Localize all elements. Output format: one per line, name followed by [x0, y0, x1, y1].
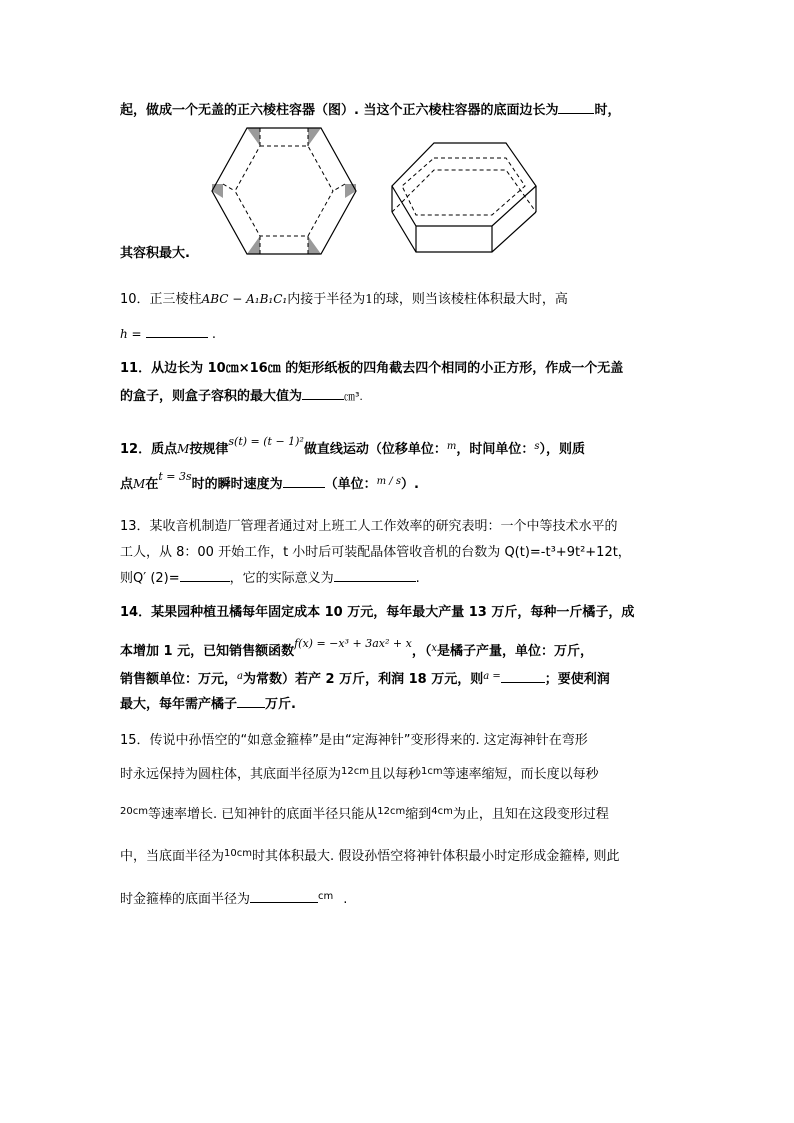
point-var: M	[133, 477, 146, 491]
radius-12: 12cm	[377, 806, 406, 817]
answer-blank-14a	[501, 669, 545, 683]
q12-text: 12．质点	[120, 442, 178, 457]
q10-text: 正三棱柱	[149, 292, 202, 307]
answer-blank-10	[146, 324, 208, 338]
unit-m: m	[446, 441, 457, 452]
question-14-line-4	[120, 694, 296, 714]
q15-text: 等速率缩短，而长度以每秒	[442, 767, 599, 782]
q12-text: ）.	[400, 477, 419, 492]
rate-20: 20cm	[120, 806, 148, 817]
answer-blank-12	[283, 474, 325, 488]
answer-blank-13a	[180, 568, 230, 582]
cut-corner-shape	[345, 184, 356, 198]
question-14-line-3	[120, 669, 610, 690]
q12-text: 点	[120, 477, 134, 492]
answer-blank-9	[558, 100, 594, 114]
answer-blank-13b	[334, 568, 416, 582]
radius-value: 1	[365, 292, 373, 306]
q12-text: 做直线运动（位移单位：	[303, 442, 447, 457]
q15-text: 等速率增长. 已知神针的底面半径只能从	[147, 807, 378, 822]
q14-text: 为常数）若产 2 万斤，利润 18 万元，则	[242, 672, 484, 687]
q13-text: ，它的实际意义为	[229, 571, 334, 586]
q14-text: 万斤.	[265, 697, 296, 712]
q15-text: 且以每秒	[368, 767, 421, 782]
q12-text: ），则质	[539, 442, 586, 457]
motion-law: s(t) = (t − 1)²	[228, 435, 304, 448]
q11-text: 的盒子，则盒子容积的最大值为	[120, 389, 303, 404]
radius-10: 10cm	[224, 848, 252, 859]
q14-text: ，（	[411, 644, 432, 659]
prism-bottom-visible	[392, 212, 536, 252]
question-11-line-1	[120, 360, 623, 378]
question-15-line-3	[120, 806, 609, 825]
question-15-line-1	[120, 732, 588, 750]
hexagonal-prism-figure	[390, 140, 540, 258]
intro-text: 起，做成一个无盖的正六棱柱容器（图）. 当这个正六棱柱容器的底面边长为	[120, 103, 559, 118]
radius-4: 4cm	[431, 806, 453, 817]
rate-1: 1cm	[421, 766, 443, 777]
q15-text: 缩到	[405, 807, 432, 822]
question-10-line-2	[120, 324, 216, 344]
question-14-line-1	[120, 604, 634, 622]
question-number: 10．	[120, 292, 150, 307]
unit-ms: m / s	[376, 476, 401, 487]
intro-text-2: 其容积最大.	[120, 246, 190, 261]
prism-top-inner	[402, 158, 525, 215]
q15-text: 中，当底面半径为	[120, 849, 225, 864]
q14-text: 最大，每年需产橘子	[120, 697, 238, 712]
q12-text: （单位：	[324, 477, 377, 492]
prism-top-face	[392, 143, 536, 226]
unit-cm: cm	[318, 891, 334, 902]
question-13-line-3	[120, 568, 420, 588]
time-value: t = 3s	[158, 470, 192, 483]
question-15-line-2	[120, 766, 599, 785]
unit-s: s	[534, 441, 540, 452]
cut-corner-shape	[212, 184, 223, 198]
fold-line	[223, 184, 235, 191]
q14-text: 销售额单位：万元，	[120, 672, 238, 687]
q14-text: 是橘子产量，单位：万斤，	[436, 644, 593, 659]
intro-text-end: 时，	[594, 103, 621, 118]
q15-text: 15．传说中孙悟空的“如意金箍棒”是由“定海神针”变形得来的. 这定海神针在弯形	[120, 733, 588, 748]
answer-blank-11	[302, 386, 344, 400]
answer-blank-15	[250, 889, 318, 903]
q14-text: ；要使利润	[544, 672, 610, 687]
hexagon-net-figure	[210, 126, 358, 256]
inner-hexagon	[235, 146, 333, 236]
question-12-line-2	[120, 470, 419, 495]
intro-line-2	[120, 245, 190, 263]
a-eq: a =	[483, 671, 501, 682]
q12-text: 在	[145, 477, 159, 492]
a-var: a	[237, 671, 243, 682]
sales-function: f(x) = −x³ + 3ax² + x	[294, 637, 412, 650]
cut-corner-shape	[247, 236, 260, 254]
q11-text: 11．从边长为 10㎝×16㎝ 的矩形纸板的四角截去四个相同的小正方形，作成一个无盖	[120, 361, 624, 376]
answer-blank-14b	[237, 694, 265, 708]
q13-text: .	[415, 571, 420, 586]
q10-text: 内接于半径为	[287, 292, 366, 307]
question-14-line-2	[120, 637, 593, 662]
prism-expression: ABC − A₁B₁C₁	[201, 292, 288, 306]
cut-corner-shape	[308, 128, 321, 146]
q13-text: 工人，从 8：00 开始工作，t 小时后可装配晶体管收音机的台数为 Q(t)=-t³+9t²+12t，	[120, 545, 631, 560]
q15-end: .	[343, 892, 348, 907]
question-12-line-1	[120, 435, 586, 460]
x-var: x	[431, 643, 437, 654]
q12-text: ，时间单位：	[456, 442, 535, 457]
cut-corner-shape	[247, 128, 260, 146]
q12-text: 按规律	[189, 442, 229, 457]
intro-line-1	[120, 100, 620, 120]
height-var: h =	[120, 327, 142, 341]
q12-text: 时的瞬时速度为	[191, 477, 283, 492]
q15-text: 时永远保持为圆柱体，其底面半径原为	[120, 767, 342, 782]
q15-text: 为止，且知在这段变形过程	[452, 807, 609, 822]
outer-hexagon	[212, 128, 356, 254]
question-15-line-4	[120, 848, 620, 867]
q10-text: 的球，则当该棱柱体积最大时，高	[372, 292, 568, 307]
q10-end: .	[211, 327, 217, 342]
fold-line	[333, 184, 345, 191]
cut-corner-shape	[308, 236, 321, 254]
q13-text: 则Q′ (2)=	[120, 571, 180, 586]
q15-text: 时其体积最大. 假设孙悟空将神针体积最小时定形成金箍棒, 则此	[251, 849, 620, 864]
q14-text: 14．某果园种植丑橘每年固定成本 10 万元，每年最大产量 13 万斤，每种一斤橘子，成	[120, 605, 635, 620]
point-var: M	[177, 442, 190, 456]
q13-text: 13．某收音机制造厂管理者通过对上班工人工作效率的研究表明：一个中等技术水平的	[120, 519, 618, 534]
question-10-line-1	[120, 290, 568, 309]
question-11-line-2	[120, 386, 363, 406]
question-15-line-5	[120, 889, 347, 910]
q15-text: 时金箍棒的底面半径为	[120, 892, 251, 907]
q11-unit: ㎝³.	[344, 390, 363, 403]
radius-12: 12cm	[341, 766, 369, 777]
question-13-line-2	[120, 544, 631, 562]
question-13-line-1	[120, 518, 618, 536]
q14-text: 本增加 1 元，已知销售额函数	[120, 644, 295, 659]
